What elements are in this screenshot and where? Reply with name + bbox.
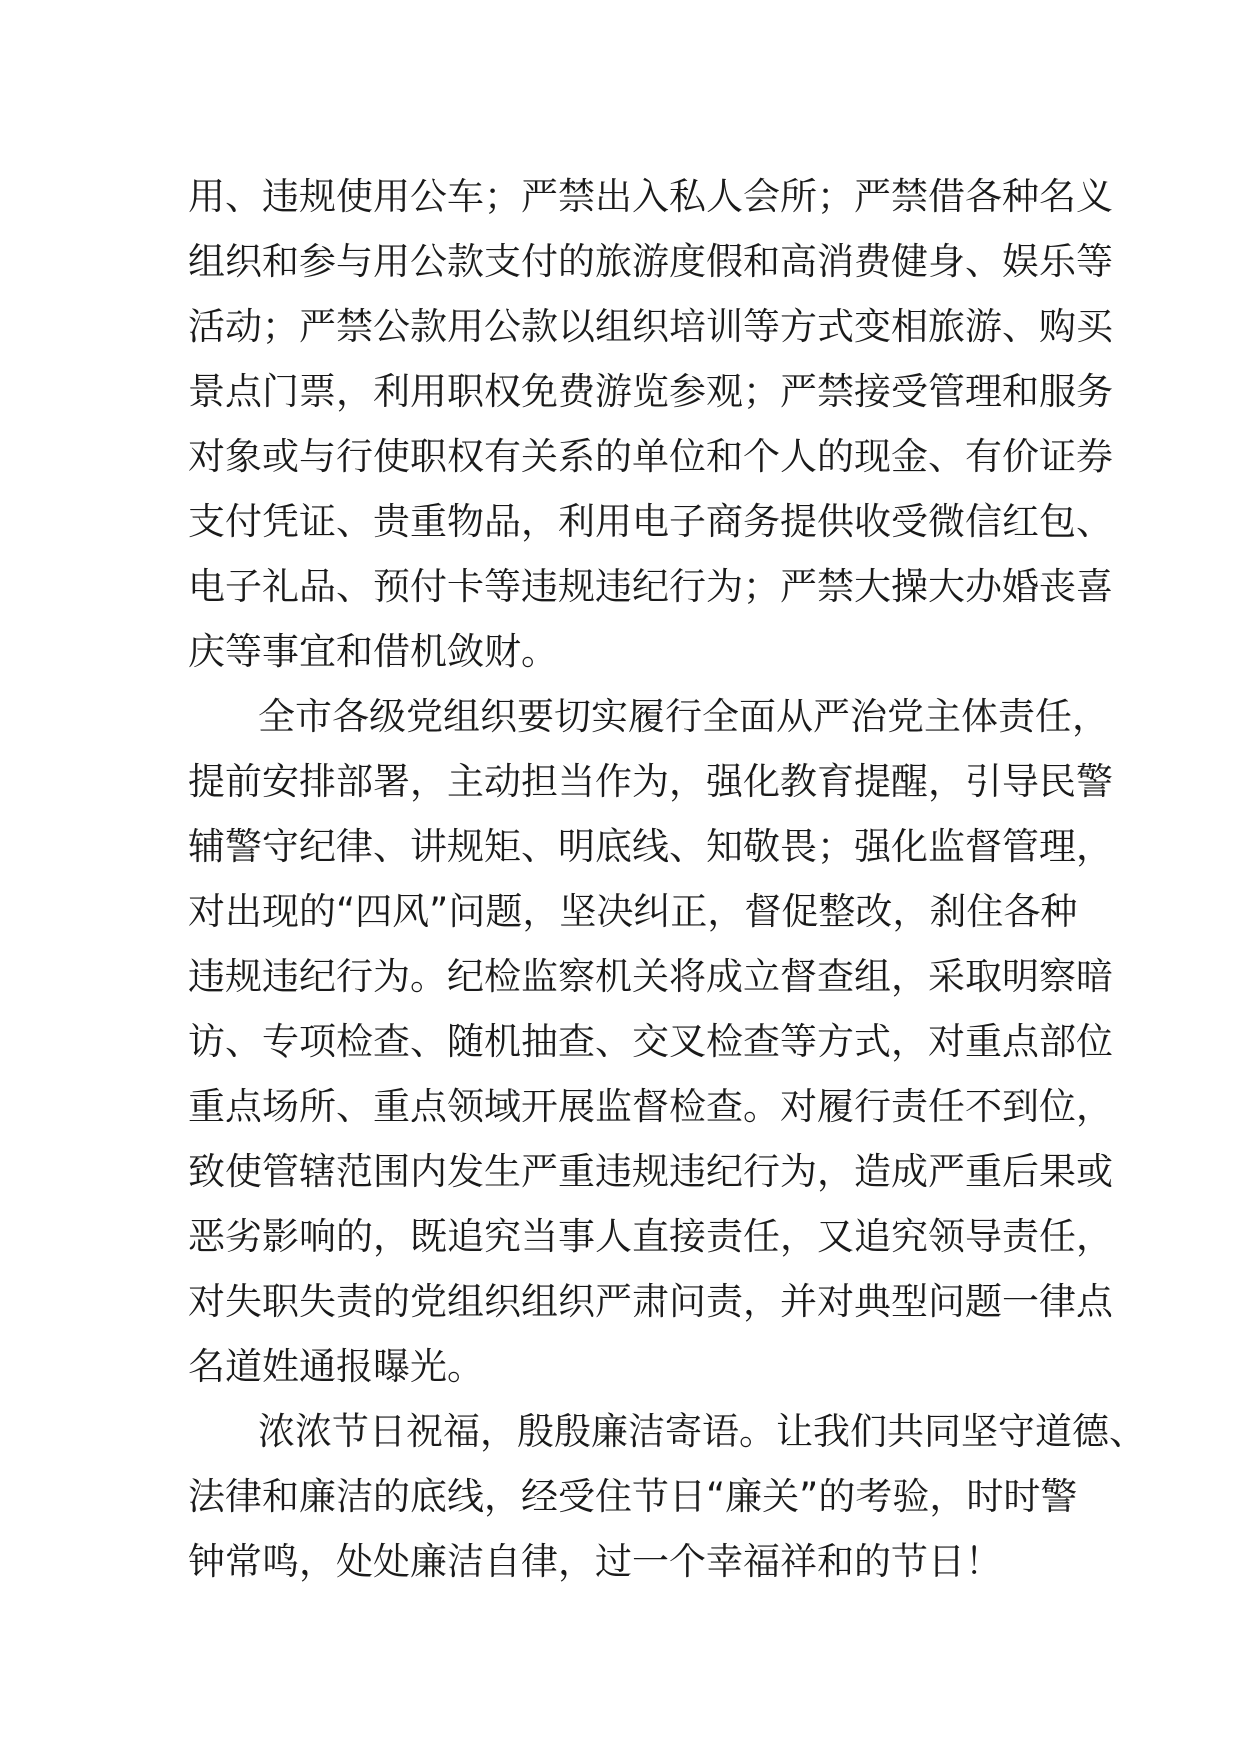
paragraph-2-line: 恶劣影响的，既追究当事人直接责任，又追究领导责任， bbox=[188, 1215, 1113, 1258]
paragraph-2-line: 全市各级党组织要切实履行全面从严治党主体责任， bbox=[258, 695, 1109, 738]
paragraph-2-line: 访、专项检查、随机抽查、交叉检查等方式，对重点部位 bbox=[188, 1020, 1113, 1063]
paragraph-1-line: 对象或与行使职权有关系的单位和个人的现金、有价证券 bbox=[188, 435, 1113, 478]
document-body bbox=[188, 164, 1146, 1594]
paragraph-2-line: 提前安排部署，主动担当作为，强化教育提醒，引导民警 bbox=[188, 760, 1113, 803]
paragraph-2-line: 致使管辖范围内发生严重违规违纪行为，造成严重后果或 bbox=[188, 1150, 1113, 1193]
paragraph-1-line: 景点门票，利用职权免费游览参观；严禁接受管理和服务 bbox=[188, 370, 1113, 413]
paragraph-1-line: 活动；严禁公款用公款以组织培训等方式变相旅游、购买 bbox=[188, 305, 1113, 348]
paragraph-2-line: 名道姓通报曝光。 bbox=[188, 1345, 484, 1388]
paragraph-1-line: 庆等事宜和借机敛财。 bbox=[188, 630, 558, 673]
paragraph-2-line: 对出现的“四风”问题，坚决纠正，督促整改，刹住各种 bbox=[188, 890, 1078, 933]
paragraph-1-line: 用、违规使用公车；严禁出入私人会所；严禁借各种名义 bbox=[188, 175, 1113, 218]
paragraph-1-line: 支付凭证、贵重物品，利用电子商务提供收受微信红包、 bbox=[188, 500, 1113, 543]
paragraph-2-line: 违规违纪行为。纪检监察机关将成立督查组，采取明察暗 bbox=[188, 955, 1113, 998]
paragraph-3-line: 浓浓节日祝福，殷殷廉洁寄语。让我们共同坚守道德、 bbox=[258, 1410, 1146, 1453]
paragraph-2-line: 重点场所、重点领域开展监督检查。对履行责任不到位， bbox=[188, 1085, 1113, 1128]
paragraph-2-line: 辅警守纪律、讲规矩、明底线、知敬畏；强化监督管理， bbox=[188, 825, 1113, 868]
paragraph-1-line: 电子礼品、预付卡等违规违纪行为；严禁大操大办婚丧喜 bbox=[188, 565, 1113, 608]
paragraph-1-line: 组织和参与用公款支付的旅游度假和高消费健身、娱乐等 bbox=[188, 240, 1113, 283]
paragraph-3-line: 法律和廉洁的底线，经受住节日“廉关”的考验，时时警 bbox=[188, 1475, 1078, 1518]
paragraph-3-line: 钟常鸣，处处廉洁自律，过一个幸福祥和的节日！ bbox=[188, 1540, 1002, 1583]
paragraph-2-line: 对失职失责的党组织组织严肃问责，并对典型问题一律点 bbox=[188, 1280, 1113, 1323]
